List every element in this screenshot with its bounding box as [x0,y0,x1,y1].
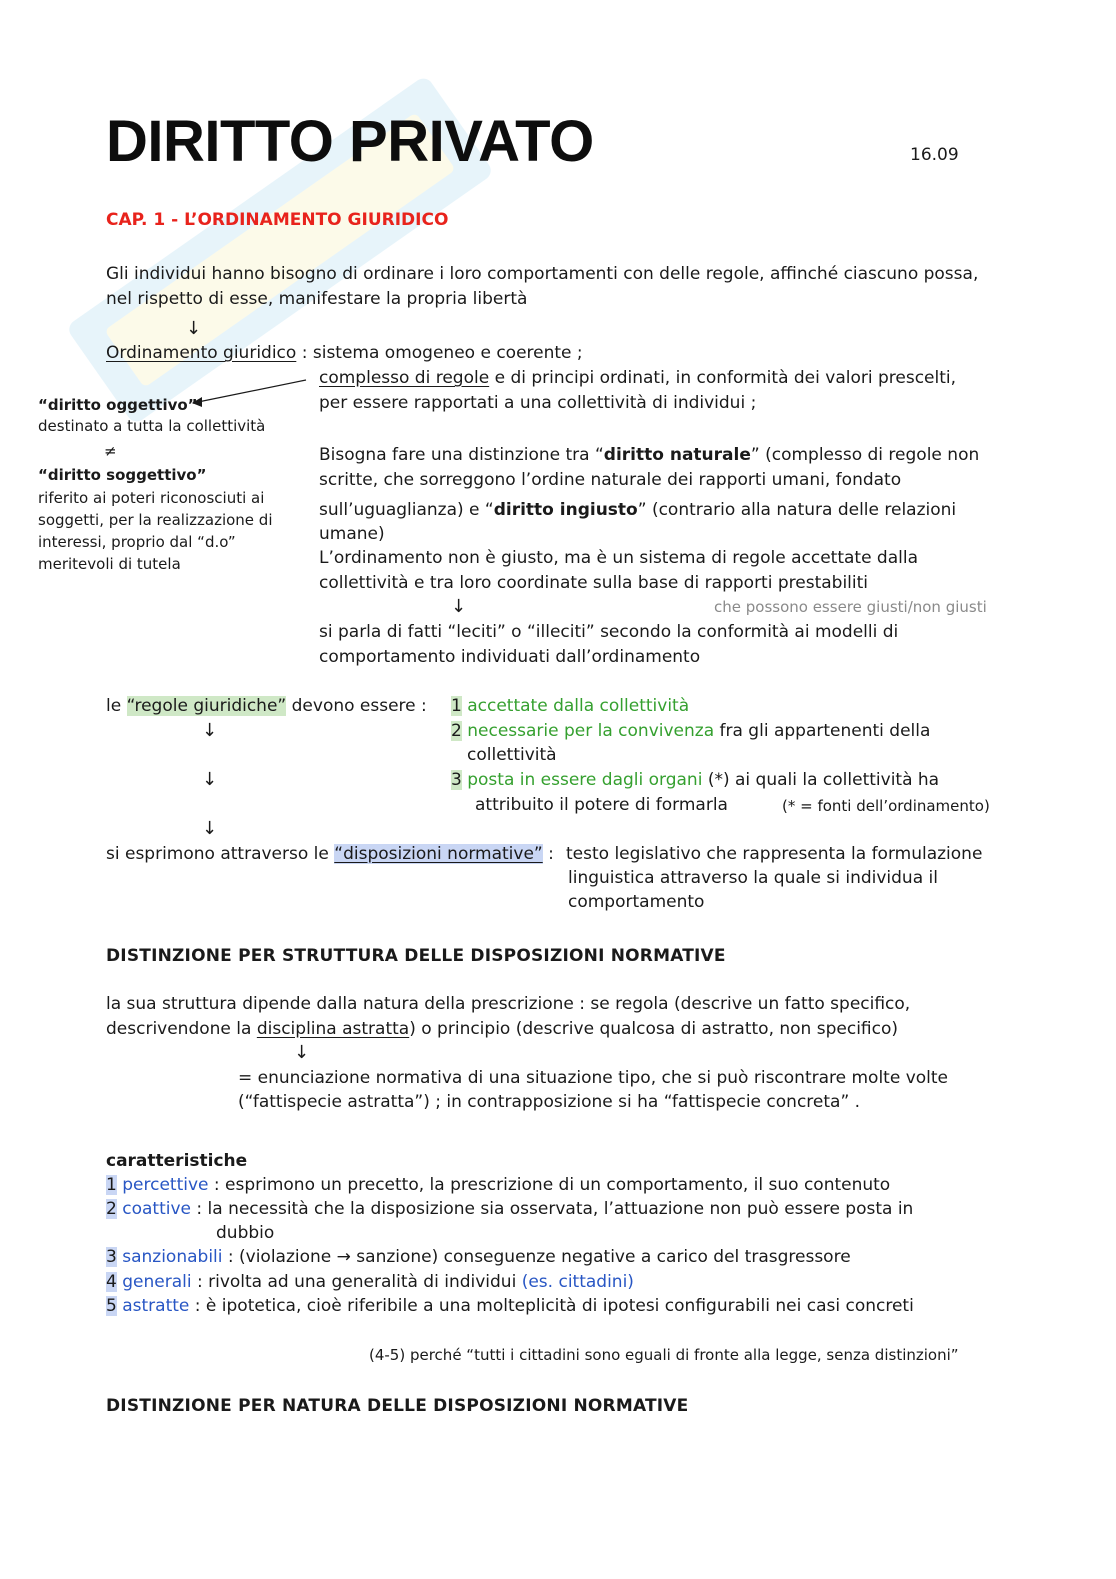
down-arrow-icon: ↓ [294,1042,310,1063]
chapter-title: CAP. 1 - L’ORDINAMENTO GIURIDICO [106,210,449,230]
caratteristica-term: generali [122,1272,192,1292]
disposizioni-colon: : [542,844,554,864]
distinzione-line-5: L’ordinamento non è giusto, ma è un sistema di regole accettate dalla [319,548,919,568]
connector-arrow-icon [190,376,310,410]
ordinamento-def-2-term: complesso di regole [319,368,490,388]
caratteristica-item-5 [106,1294,914,1318]
struttura-l2-pre: descrivendone la [106,1019,257,1039]
disposizioni-def-2: linguistica attraverso la quale si individua il [568,868,938,888]
disposizioni-line [106,842,554,866]
disposizioni-def-3: comportamento [568,892,705,912]
intro-line-1: Gli individui hanno bisogno di ordinare i loro comportamenti con delle regole, affinché ciascuno possa, [106,264,979,284]
regola-number: 1 [451,696,462,716]
disposizioni-pre: si esprimono attraverso le [106,844,335,864]
regole-line [106,694,427,718]
struttura-line-2 [106,1017,898,1041]
caratteristiche-heading: caratteristiche [106,1151,248,1171]
regola-item-3 [451,768,939,792]
ordinamento-line [106,341,583,365]
ordinamento-term: Ordinamento giuridico [106,343,297,363]
regole-post: devono essere : [286,696,427,716]
intro-line-2: nel rispetto di esse, manifestare la propria libertà [106,289,528,309]
ordinamento-def-3: per essere rapportati a una collettività di individui ; [319,393,757,413]
struttura-line-3: = enunciazione normativa di una situazione tipo, che si può riscontrare molte volte [238,1068,949,1088]
regola-number: 3 [451,770,462,790]
caratteristica-desc: : rivolta ad una generalità di individui [191,1272,522,1292]
caratteristica-item-2 [106,1197,913,1221]
down-arrow-icon: ↓ [451,596,467,617]
sidebar-soggettivo-desc-3: interessi, proprio dal “d.o” [38,533,236,551]
disposizioni-def-1: testo legislativo che rappresenta la formulazione [566,844,983,864]
regole-footnote: (* = fonti dell’ordinamento) [782,797,990,815]
sidebar-soggettivo: “diritto soggettivo” [38,466,207,484]
caratteristica-number: 2 [106,1199,117,1219]
regola-item-2-cont: collettività [467,745,557,765]
regola-highlight: necessarie per la convivenza [467,721,715,741]
caratteristica-item-2-cont: dubbio [216,1223,275,1243]
regola-highlight: posta in essere dagli organi [467,770,703,790]
caratteristica-example: (es. cittadini) [521,1272,634,1292]
caratteristica-term: astratte [122,1296,190,1316]
distinzione-l3-pre: sull’uguaglianza) e “ [319,500,494,520]
caratteristica-item-4 [106,1270,634,1294]
distinzione-l1-pre: Bisogna fare una distinzione tra “ [319,445,604,465]
down-arrow-icon: ↓ [186,318,202,339]
ordinamento-colon: : [296,343,313,363]
regola-item-3-cont: attribuito il potere di formarla [475,795,728,815]
section-heading-struttura: DISTINZIONE PER STRUTTURA DELLE DISPOSIZIONI NORMATIVE [106,946,726,966]
distinzione-line-3 [319,498,956,522]
regola-item-1 [451,694,689,718]
regola-item-2 [451,719,930,743]
distinzione-l1-post: ” (complesso di regole non [750,445,980,465]
caratteristica-term: coattive [122,1199,191,1219]
regole-giuridiche-term: “regole giuridiche” [126,696,287,716]
regola-rest: fra gli appartenenti della [714,721,931,741]
diritto-naturale-term: diritto naturale [603,445,751,465]
sidebar-oggettivo: “diritto oggettivo” [38,396,198,414]
caratteristica-desc: : la necessità che la disposizione sia osservata, l’attuazione non può essere posta in [190,1199,914,1219]
struttura-line-1: la sua struttura dipende dalla natura della prescrizione : se regola (descrive un fatto specifico, [106,994,911,1014]
struttura-line-4: (“fattispecie astratta”) ; in contrapposizione si ha “fattispecie concreta” . [238,1092,861,1112]
sidebar-soggettivo-desc-4: meritevoli di tutela [38,555,181,573]
caratteristica-desc: : è ipotetica, cioè riferibile a una molteplicità di ipotesi configurabili nei casi concreti [189,1296,914,1316]
distinzione-note: che possono essere giusti/non giusti [714,598,987,616]
distinzione-line-8: comportamento individuati dall’ordinamento [319,647,701,667]
caratteristica-desc: : esprimono un precetto, la prescrizione di un comportamento, il suo contenuto [208,1175,891,1195]
disciplina-astratta-term: disciplina astratta [256,1019,410,1039]
regole-pre: le [106,696,127,716]
distinzione-line-6: collettività e tra loro coordinate sulla base di rapporti prestabiliti [319,573,869,593]
sidebar-soggettivo-desc-2: soggetti, per la realizzazione di [38,511,273,529]
caratteristica-desc: : (violazione → sanzione) conseguenze negative a carico del trasgressore [222,1247,851,1267]
ordinamento-def-1: sistema omogeneo e coerente ; [312,343,583,363]
distinzione-line-2: scritte, che sorreggono l’ordine naturale dei rapporti umani, fondato [319,470,902,490]
page-date: 16.09 [910,145,959,165]
caratteristica-term: sanzionabili [122,1247,223,1267]
not-equal-icon: ≠ [104,442,117,460]
caratteristica-term: percettive [122,1175,209,1195]
sidebar-oggettivo-desc: destinato a tutta la collettività [38,417,266,435]
page-title: DIRITTO PRIVATO [106,109,594,174]
distinzione-line-1 [319,443,979,467]
distinzione-line-4: umane) [319,524,385,544]
down-arrow-icon: ↓ [202,769,218,790]
caratteristica-number: 5 [106,1296,117,1316]
caratteristica-number: 3 [106,1247,117,1267]
ordinamento-def-2-line [319,366,956,390]
caratteristica-item-3 [106,1245,851,1269]
down-arrow-icon: ↓ [202,720,218,741]
struttura-l2-post: ) o principio (descrive qualcosa di astratto, non specifico) [409,1019,899,1039]
caratteristica-item-1 [106,1173,890,1197]
caratteristiche-note: (4-5) perché “tutti i cittadini sono eguali di fronte alla legge, senza distinzioni” [369,1346,959,1364]
regola-rest: (*) ai quali la collettività ha [702,770,940,790]
sidebar-soggettivo-desc-1: riferito ai poteri riconosciuti ai [38,489,265,507]
regola-highlight: accettate dalla collettività [467,696,690,716]
diritto-ingiusto-term: diritto ingiusto [493,500,638,520]
section-heading-natura: DISTINZIONE PER NATURA DELLE DISPOSIZIONI NORMATIVE [106,1396,689,1416]
caratteristica-number: 4 [106,1272,117,1292]
regola-number: 2 [451,721,462,741]
distinzione-l3-post: ” (contrario alla natura delle relazioni [637,500,957,520]
down-arrow-icon: ↓ [202,818,218,839]
distinzione-line-7: si parla di fatti “leciti” o “illeciti” secondo la conformità ai modelli di [319,622,899,642]
ordinamento-def-2-rest: e di principi ordinati, in conformità dei valori prescelti, [489,368,957,388]
disposizioni-normative-term: “disposizioni normative” [334,844,543,864]
caratteristica-number: 1 [106,1175,117,1195]
